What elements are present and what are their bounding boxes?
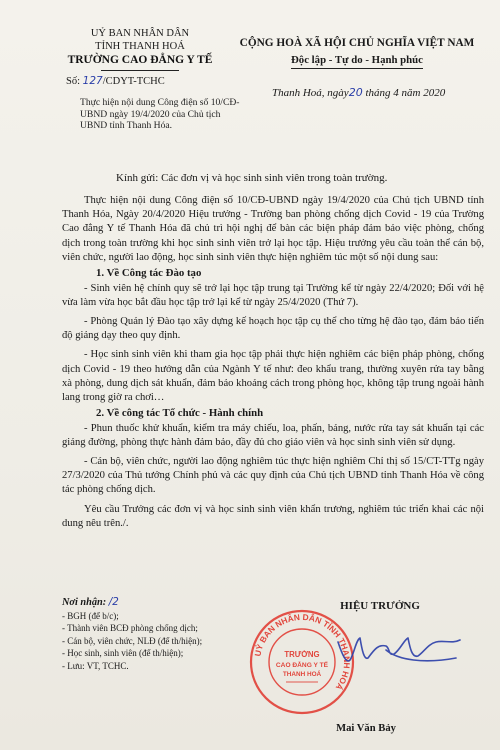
recipient-item: - Cán bộ, viên chức, NLĐ (để th/hiện); [62, 635, 203, 646]
signer-name: Mai Văn Bảy [336, 723, 396, 734]
document-subject: Thực hiện nội dung Công điện số 10/CĐ-UBND ngày 19/4/2020 của Chủ tịch UBND tỉnh Thanh Hóa. [80, 97, 240, 131]
signer-title: HIỆU TRƯỞNG [340, 600, 420, 612]
issuing-authority: UỶ BAN NHÂN DÂN [90, 28, 190, 39]
recipients-handwritten-mark: /2 [108, 596, 119, 608]
header-left [40, 27, 240, 88]
recipients-block [62, 596, 262, 672]
section-1-paragraph-1: - Sinh viên hệ chính quy sẽ trở lại học tập trung tại Trường kể từ ngày 22/4/2020; Đối với hệ vừa làm vừa học bắt đầu học tập trở lại kể từ ngày 25/4/2020 (Thứ 7). [62, 282, 484, 308]
recipients-label-text: Nơi nhận: [62, 597, 107, 608]
national-title: CỘNG HOÀ XÃ HỘI CHỦ NGHĨA VIỆT NAM [239, 37, 475, 49]
recipient-item: - BGH (để b/c); [62, 610, 119, 621]
stamp-inner-line-1: TRƯỜNG [284, 650, 320, 659]
national-motto: Độc lập - Tự do - Hạnh phúc [291, 53, 423, 69]
date-suffix: tháng 4 năm 2020 [365, 87, 446, 99]
issuing-province: TỈNH THANH HOÁ [95, 41, 185, 52]
school-name: TRƯỜNG CAO ĐẲNG Y TẾ [67, 54, 213, 66]
stamp-inner-line-2: CAO ĐẲNG Y TẾ [275, 662, 329, 669]
intro-paragraph: Thực hiện nội dung Công điện số 10/CĐ-UBND ngày 19/4/2020 của Chủ tịch UBND tỉnh Thanh Hóa, Ngày 20/4/2020 Hiệu trưởng - Trường ban phòng chống dịch Covid - 19 của Trường Cao đẳng Y tế Thanh Hóa đã chủ trì hội nghị để bàn các biện pháp đảm bảo việc phòng, chống dịch trong toàn trường khi học sinh sinh viên trở lại học tập. Hiệu trưởng yêu cầu toàn thể cán bộ, viên chức, người lao động, học sinh sinh viên thực hiện nghiêm túc một số nội dung sau: [62, 195, 484, 263]
closing-paragraph: Yêu cầu Trưởng các đơn vị và học sinh sinh viên khẩn trương, nghiêm túc triển khai các nội dung nêu trên./. [62, 503, 484, 529]
document-number [40, 75, 240, 88]
recipient-item: - Lưu: VT, TCHC. [62, 660, 129, 671]
date-day-handwritten: 20 [348, 86, 363, 99]
section-2-paragraph-1: - Phun thuốc khử khuẩn, kiểm tra máy chiếu, loa, phấn, bảng, nước rửa tay sát khuẩn tại các giảng đường, phòng thực hành đảm bảo, đầy đủ cho giáo viên và học sinh sinh viên sử dụng. [62, 422, 484, 448]
section-1-paragraph-2: - Phòng Quản lý Đào tạo xây dựng kế hoạch học tập cụ thể cho từng hệ đào tạo, đảm bảo tiến độ giảng dạy theo quy định. [62, 315, 484, 342]
stamp-outer-text: UỶ BAN NHÂN DÂN TỈNH THANH HOÁ [252, 611, 353, 692]
date-prefix: Thanh Hoá, ngày [272, 87, 349, 99]
document-number-prefix: Số: [66, 76, 81, 87]
stamp-inner-line-3: THANH HOÁ [282, 671, 322, 678]
section-1-title: 1. Về Công tác Đào tạo [96, 267, 202, 280]
header-right [232, 36, 482, 69]
section-2-title: 2. Về công tác Tổ chức - Hành chính [96, 407, 264, 420]
document-number-suffix: /CDYT-TCHC [102, 76, 165, 87]
handwritten-signature [328, 620, 478, 680]
document-body [62, 194, 484, 531]
document-number-handwritten: 127 [82, 75, 103, 87]
recipients-label [62, 596, 262, 610]
recipient-item: - Thành viên BCĐ phòng chống dịch; [62, 623, 198, 633]
header-left-rule [101, 70, 179, 71]
recipient-item: - Học sinh, sinh viên (để th/hiện); [62, 648, 184, 658]
section-1-paragraph-3: - Học sinh sinh viên khi tham gia học tập phải thực hiện nghiêm các biện pháp phòng, chống dịch Covid - 19 theo hướng dẫn của Ngành Y tế như: đeo khẩu trang, thường xuyên rửa tay bằng xà phòng, dung dịch sát khuẩn, đảm bảo khoảng cách trong phòng học, không tập trung ngoài hành lang trong giờ ra chơi… [62, 349, 484, 403]
dateline [272, 86, 482, 99]
greeting-line: Kính gửi: Các đơn vị và học sinh sinh viên trong toàn trường. [116, 172, 388, 184]
section-2-paragraph-2: - Cán bộ, viên chức, người lao động nghiêm túc thực hiện nghiêm Chỉ thị số 15/CT-TTg ngày 27/3/2020 của Thủ tướng Chính phủ và các quy định của Chủ tịch UBND tỉnh Thanh Hóa về công tác phòng chống dịch. [62, 456, 484, 496]
